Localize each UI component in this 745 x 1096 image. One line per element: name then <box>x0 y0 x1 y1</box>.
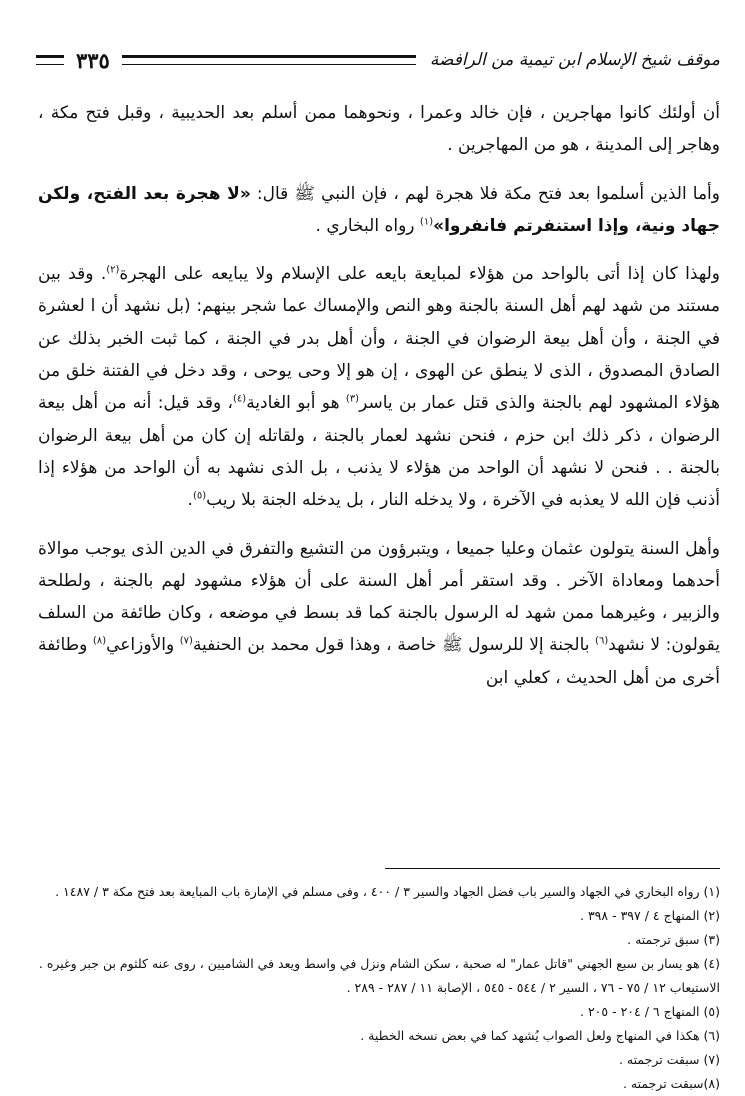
paragraph-2: وأما الذين أسلموا بعد فتح مكة فلا هجرة لهم ، فإن النبي ﷺ قال: «لا هجرة بعد الفتح، ولكن جهاد ونية، وإذا استنفرتم فانفروا»$^{(١)}$ رواه البخاري . <box>38 183 720 236</box>
footnote-ref: (٥) <box>192 490 207 502</box>
footnote-4: (٤) هو يسار بن سبع الجهني "قاتل عمار" له صحبة ، سكن الشام ونزل في واسط ويعد في الشاميين ، روى عنه كلثوم بن جبر وغيره . الاستيعاب ١٢ / ٧٥ - ٧٦ ، السير ٢ / ٥٤٤ - ٥٤٥ ، الإصابة ١١ / ٢٨٧ - ٢٨٩ . <box>38 956 720 995</box>
footnote-2: (٢) المنهاج ٤ / ٣٩٧ - ٣٩٨ . <box>580 908 720 923</box>
running-header <box>30 38 720 82</box>
page-number: ٣٣٥ <box>76 47 110 73</box>
footnote-3: (٣) سبق ترجمته . <box>627 932 720 947</box>
footnote-ref: (٣) <box>345 393 360 405</box>
footnote-ref: (١) <box>419 216 434 228</box>
footnote-6: (٦) هكذا في المنهاج ولعل الصواب يُشهد كما في بعض نسخه الخطية . <box>360 1028 720 1043</box>
footnote-7: (٧) سبقت ترجمته . <box>618 1052 720 1067</box>
footnote-8: (٨)سبقت ترجمته . <box>622 1076 720 1091</box>
footnote-ref: (٢) <box>106 264 120 276</box>
paragraph-1: أن أولئك كانوا مهاجرين ، فإن خالد وعمرا ، ونحوهما ممن أسلم بعد الحديبية ، وقبل فتح مكة ، وهاجر إلى المدينة ، هو من المهاجرين . <box>38 103 720 156</box>
header-rule-end <box>36 55 64 65</box>
footnote-ref: (٨) <box>92 635 107 647</box>
footnote-separator <box>385 868 720 869</box>
footnote-ref: (٤) <box>233 393 247 405</box>
footnote-1: (١) رواه البخاري في الجهاد والسير باب فضل الجهاد والسير ٣ / ٤٠٠ ، وفى مسلم في الإمارة باب المبايعة بعد فتح مكة ٣ / ١٤٨٧ . <box>55 884 720 899</box>
paragraph-3: ولهذا كان إذا أتى بالواحد من هؤلاء لمبايعة بايعه على الإسلام ولا يبايعه على الهجرة$^{(٢)}$. وقد بين مستند من شهد لهم أهل السنة بالجنة وهو النص والإمساك عما شجر بينهم: (بل نشهد أن ا لعشرة في الجنة ، وأن أهل بيعة الرضوان في الجنة ، وأن أهل بدر في الجنة ، كما ثبت الخبر بذلك عن الصادق المصدوق ، الذى لا ينطق عن الهوى ، إن هو إلا وحى يوحى ، وقد دخل في الفتنة خلق من هؤلاء المشهود لهم بالجنة والذى قتل عمار بن ياسر$^{(٣)}$ هو أبو الغادية$^{(٤)}$، وقد قيل: أنه من أهل بيعة الرضوان ، ذكر ذلك ابن حزم ، فنحن نشهد لعمار بالجنة ، ولقاتله إن كان من أهل بيعة الرضوان بالجنة . . فنحن لا نشهد أن الواحد من هؤلاء لا يذنب ، بل الذى نشهد به أن الواحد من هؤلاء إذا أذنب فإن الله لا يعذبه في الآخرة ، ولا يدخله النار ، بل يدخله الجنة بلا ريب$^{(٥)}$. <box>38 264 720 511</box>
footnotes <box>38 880 720 1096</box>
footnote-5: (٥) المنهاج ٦ / ٢٠٤ - ٢٠٥ . <box>580 1004 720 1019</box>
header-title: موقف شيخ الإسلام ابن تيمية من الرافضة <box>429 50 720 70</box>
footnote-ref: (٦) <box>595 635 609 647</box>
paragraph-4: وأهل السنة يتولون عثمان وعليا جميعا ، ويتبرؤون من التشيع والتفرق في الدين الذى يوجب موالاة أحدهما ومعاداة الآخر . وقد استقر أمر أهل السنة على أن هؤلاء مشهود لهم بالجنة ، ولطلحة والزبير ، وغيرهما ممن شهد له الرسول بالجنة كما قد بسط في موضعه ، وكان طائفة من السلف يقولون: لا نشهد$^{(٦)}$ بالجنة إلا للرسول ﷺ خاصة ، وهذا قول محمد بن الحنفية$^{(٧)}$ والأوزاعي$^{(٨)}$ وطائفة أخرى من أهل الحديث ، كعلي ابن <box>38 538 720 688</box>
body-text <box>38 97 720 694</box>
footnote-ref: (٧) <box>179 635 193 647</box>
header-rule <box>122 55 416 65</box>
hadith-quote: «لا هجرة بعد الفتح، ولكن جهاد ونية، وإذا استنفرتم فانفروا» <box>38 183 720 236</box>
